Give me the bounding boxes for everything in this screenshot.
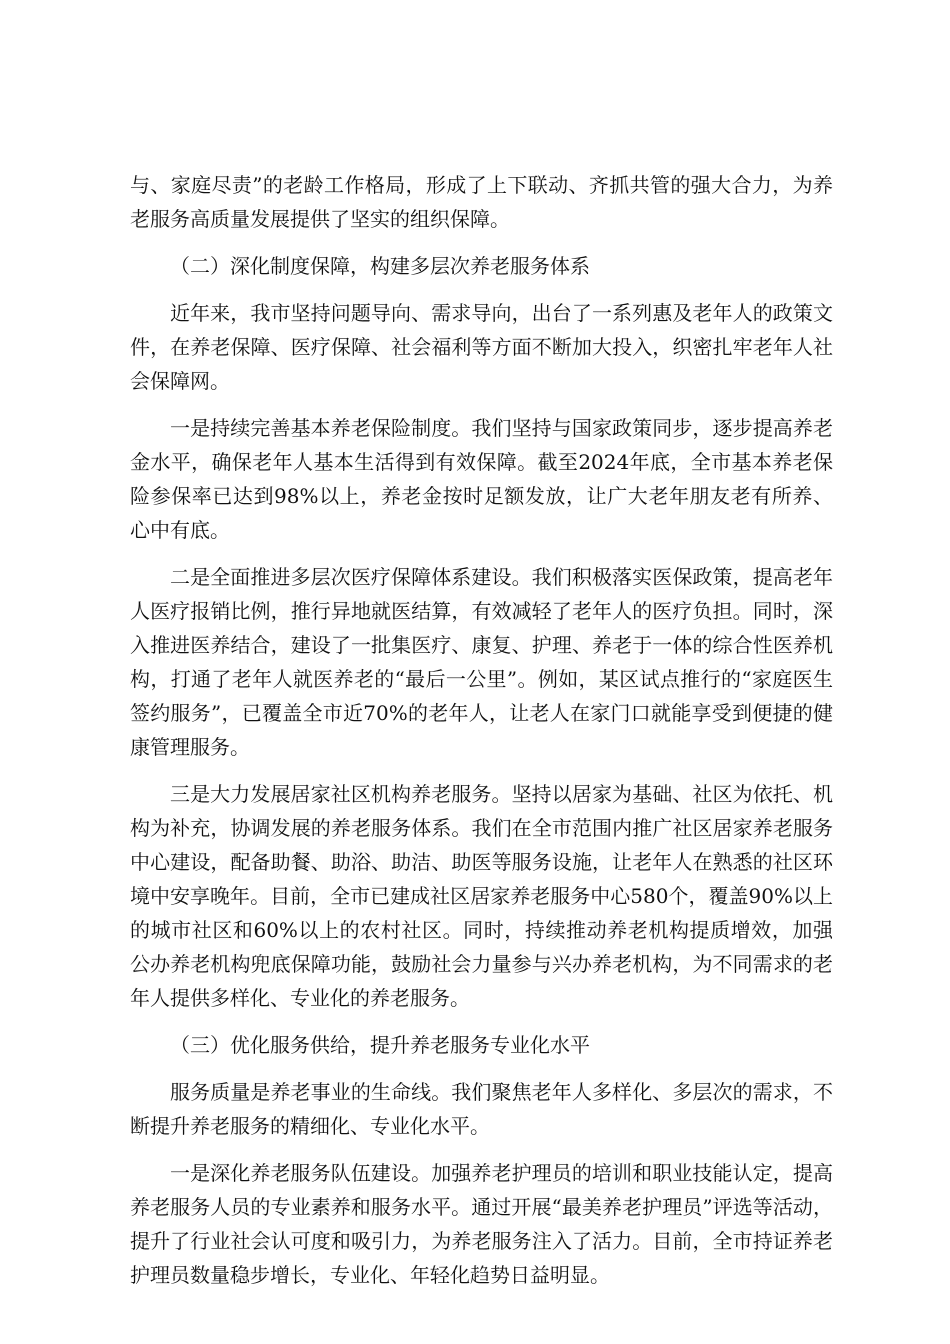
paragraph-medical-security: 二是全面推进多层次医疗保障体系建设。我们积极落实医保政策，提高老年人医疗报销比例，推行异地就医结算，有效减轻了老年人的医疗负担。同时，深入推进医养结合，建设了一批集医疗、康复、护理、养老于一体的综合性医养机构，打通了老年人就医养老的“最后一公里”。例如，某区试点推行的“家庭医生签约服务”，已覆盖全市近70%的老年人，让老人在家门口就能享受到便捷的健康管理服务。 bbox=[130, 565, 833, 759]
paragraph-service-quality: 服务质量是养老事业的生命线。我们聚焦老年人多样化、多层次的需求，不断提升养老服务的精细化、专业化水平。 bbox=[130, 1080, 833, 1138]
paragraph-intro: 近年来，我市坚持问题导向、需求导向，出台了一系列惠及老年人的政策文件，在养老保障、医疗保障、社会福利等方面不断加大投入，织密扎牢老年人社会保障网。 bbox=[130, 301, 833, 393]
document-body bbox=[130, 168, 833, 1305]
paragraph-workforce: 一是深化养老服务队伍建设。加强养老护理员的培训和职业技能认定，提高养老服务人员的专业素养和服务水平。通过开展“最美养老护理员”评选等活动，提升了行业社会认可度和吸引力，为养老服务注入了活力。目前，全市持证养老护理员数量稳步增长，专业化、年轻化趋势日益明显。 bbox=[130, 1161, 833, 1287]
paragraph-community-care: 三是大力发展居家社区机构养老服务。坚持以居家为基础、社区为依托、机构为补充，协调发展的养老服务体系。我们在全市范围内推广社区居家养老服务中心建设，配备助餐、助浴、助洁、助医等服务设施，让老年人在熟悉的社区环境中安享晚年。目前，全市已建成社区居家养老服务中心580个，覆盖90%以上的城市社区和60%以上的农村社区。同时，持续推动养老机构提质增效，加强公办养老机构兜底保障功能，鼓励社会力量参与兴办养老机构，为不同需求的老年人提供多样化、专业化的养老服务。 bbox=[130, 782, 833, 1010]
section-heading-2: （二）深化制度保障，构建多层次养老服务体系 bbox=[170, 254, 590, 278]
paragraph-continued: 与、家庭尽责”的老龄工作格局，形成了上下联动、齐抓共管的强大合力，为养老服务高质量发展提供了坚实的组织保障。 bbox=[130, 173, 833, 231]
paragraph-pension-insurance: 一是持续完善基本养老保险制度。我们坚持与国家政策同步，逐步提高养老金水平，确保老年人基本生活得到有效保障。截至2024年底，全市基本养老保险参保率已达到98%以上，养老金按时足额发放，让广大老年朋友老有所养、心中有底。 bbox=[130, 416, 833, 542]
section-heading-3: （三）优化服务供给，提升养老服务专业化水平 bbox=[170, 1033, 590, 1057]
